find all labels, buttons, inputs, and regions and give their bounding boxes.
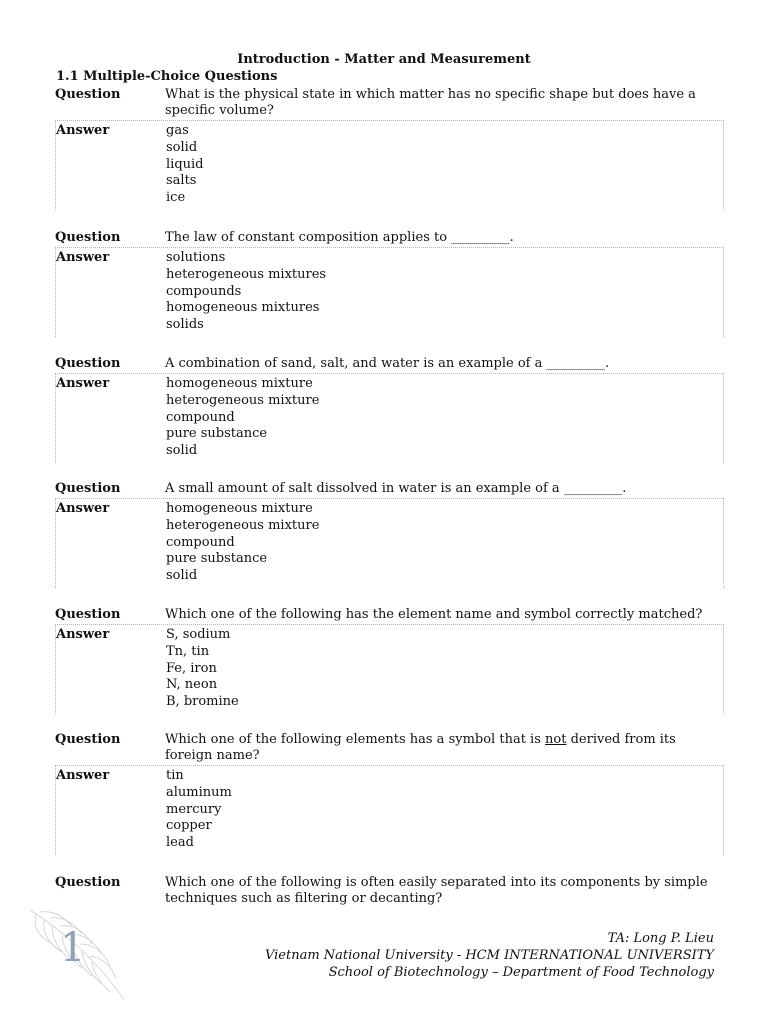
answer-option: pure substance: [166, 551, 268, 567]
answer-option: homogeneous mixture: [166, 376, 313, 391]
answer-option: compound: [166, 409, 235, 425]
answer-option: homogeneous mixture: [166, 501, 313, 516]
question-text: Which one of the following has the element name and symbol correctly matched?: [165, 607, 703, 622]
answer-option: gas: [166, 123, 189, 138]
question-label: Question: [55, 87, 121, 102]
question-row: [55, 607, 724, 623]
answer-box: [55, 624, 724, 714]
question-text: The law of constant composition applies to _________.: [165, 230, 514, 245]
answer-option: heterogeneous mixture: [166, 392, 320, 408]
answer-label: Answer: [56, 501, 110, 516]
answer-box: [55, 765, 724, 855]
answer-list: [166, 768, 723, 852]
page-number: 1: [60, 925, 86, 971]
question-label: Question: [55, 875, 121, 890]
question-label: Question: [55, 481, 121, 496]
answer-option: solid: [166, 568, 198, 584]
qa-block-4: [55, 481, 724, 588]
question-row: [55, 356, 724, 372]
qa-block-6: [55, 732, 724, 855]
answer-option: solid: [166, 139, 198, 155]
answer-box: [55, 247, 724, 337]
question-label: Question: [55, 607, 121, 622]
answer-option: tin: [166, 768, 184, 783]
answer-box: [55, 373, 724, 463]
question-row: [55, 875, 724, 907]
answer-label: Answer: [56, 123, 110, 138]
question-text: A small amount of salt dissolved in water is an example of a _________.: [165, 481, 627, 496]
answer-option: compounds: [166, 283, 242, 299]
footer-university: Vietnam National University - HCM INTERNATIONAL UNIVERSITY: [264, 948, 714, 963]
answer-option: lead: [166, 835, 194, 851]
document-title: Introduction - Matter and Measurement: [237, 52, 531, 67]
question-text-part: Which one of the following elements has a symbol that is: [165, 732, 546, 747]
qa-block-3: [55, 356, 724, 463]
question-text: What is the physical state in which matter has no specific shape but does have a specific volume?: [165, 87, 696, 118]
answer-box: [55, 120, 724, 210]
question-text: Which one of the following is often easily separated into its components by simple techniques such as filtering or decanting?: [165, 875, 708, 906]
answer-option: salts: [166, 173, 197, 189]
answer-label: Answer: [56, 376, 110, 391]
question-label: Question: [55, 356, 121, 371]
answer-option: Fe, iron: [166, 660, 217, 676]
question-row: [55, 230, 724, 246]
question-text: A combination of sand, salt, and water is an example of a _________.: [165, 356, 610, 371]
answer-option: ice: [166, 190, 186, 206]
answer-option: aluminum: [166, 784, 232, 800]
answer-option: pure substance: [166, 426, 268, 442]
answer-option: compound: [166, 534, 235, 550]
answer-option: solid: [166, 443, 198, 459]
answer-option: solutions: [166, 250, 226, 265]
answer-list: [166, 250, 723, 334]
question-row: [55, 87, 724, 119]
answer-option: B, bromine: [166, 694, 239, 710]
answer-label: Answer: [56, 627, 110, 642]
answer-list: [166, 627, 723, 711]
answer-box: [55, 498, 724, 588]
answer-list: [166, 123, 723, 207]
answer-option: Tn, tin: [166, 643, 210, 659]
question-text: [165, 732, 725, 764]
question-text-part: derived from its foreign name?: [165, 732, 676, 763]
answer-option: S, sodium: [166, 627, 231, 642]
footer: [265, 930, 714, 981]
qa-block-7: [55, 875, 724, 907]
answer-label: Answer: [56, 250, 110, 265]
answer-label: Answer: [56, 768, 110, 783]
answer-option: N, neon: [166, 677, 218, 693]
underlined-word: not: [545, 732, 567, 747]
answer-list: [166, 501, 723, 585]
question-row: [55, 732, 724, 764]
answer-option: heterogeneous mixture: [166, 517, 320, 533]
answer-option: solids: [166, 317, 204, 333]
answer-option: heterogeneous mixtures: [166, 266, 327, 282]
answer-option: liquid: [166, 156, 204, 172]
question-row: [55, 481, 724, 497]
footer-department: School of Biotechnology – Department of Food Technology: [328, 965, 714, 980]
answer-option: mercury: [166, 801, 222, 817]
qa-block-1: [55, 87, 724, 210]
qa-block-5: [55, 607, 724, 714]
question-label: Question: [55, 732, 121, 747]
footer-ta-name: TA: Long P. Lieu: [607, 931, 714, 946]
answer-option: homogeneous mixtures: [166, 300, 320, 316]
answer-list: [166, 376, 723, 460]
section-title: 1.1 Multiple-Choice Questions: [56, 69, 278, 84]
question-label: Question: [55, 230, 121, 245]
qa-block-2: [55, 230, 724, 337]
answer-option: copper: [166, 818, 212, 834]
